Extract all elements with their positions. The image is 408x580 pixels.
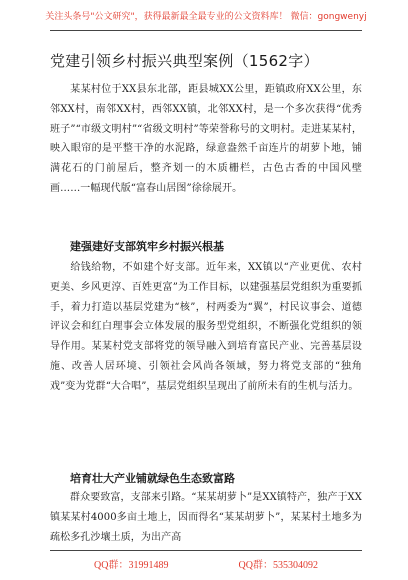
paragraph-section-1	[50, 258, 362, 397]
footer-qq-group-2: QQ群：535304092	[238, 560, 318, 571]
footer-qq-group-1: QQ群：31991489	[94, 560, 169, 571]
paragraph-section-1-text: 给钱给物，不如建个好支部。近年来，XX镇以“产业更优、农村更美、乡风更淳、百姓更富”为工作目标，以建强基层党组织为重要抓手，着力打造以基层党建为“核”，村两委为“翼”，村民议事会、道德评议会和红白理事会立体发展的服务型党组织，不断强化党组织的领导作用。某某村党支部将党的领导融入到培育富民产业、完善基层设施、改善人居环境、引领社会风尚各领域，努力将党支部的“独角戏”变为党群“大合唱”，基层党组织呈现出了前所未有的生机与活力。	[50, 262, 362, 392]
paragraph-intro	[50, 80, 362, 199]
section-heading-2: 培育壮大产业铺就绿色生态致富路	[70, 472, 235, 485]
paragraph-section-2-text: 群众要致富，支部来引路。“某某胡萝卜”是XX镇特产，独产于XX镇某某村4000多亩土地上，因而得名“某某胡萝卜”，某某村土地多为疏松多孔沙壤土质，为出产高	[50, 492, 362, 543]
footer	[50, 556, 362, 572]
section-heading-1: 建强建好支部筑牢乡村振兴根基	[70, 240, 224, 253]
paragraph-section-2	[50, 488, 362, 547]
header-notice: 关注头条号"公文研究"，获得最新最全最专业的公文资料库！ 微信：gongwenyj	[45, 11, 367, 22]
paragraph-intro-text: 某某村位于XX县东北部，距县城XX公里，距镇政府XX公里，东邻XX村，南邻XX村，西邻XX镇，北邻XX村，是一个多次获得“优秀班子”“市级文明村”“省级文明村”等荣誉称号的文明村。走进某某村，映入眼帘的是平整干净的水泥路，绿意盎然千亩连片的胡萝卜地，铺满花石的门前屋后，整齐划一的木质栅栏，古色古香的中国风壁画……一幅现代版“富春山居图”徐徐展开。	[50, 84, 362, 194]
document-title: 党建引领乡村振兴典型案例（1562字）	[50, 52, 319, 70]
header-divider	[50, 30, 362, 31]
footer-divider	[50, 550, 362, 551]
